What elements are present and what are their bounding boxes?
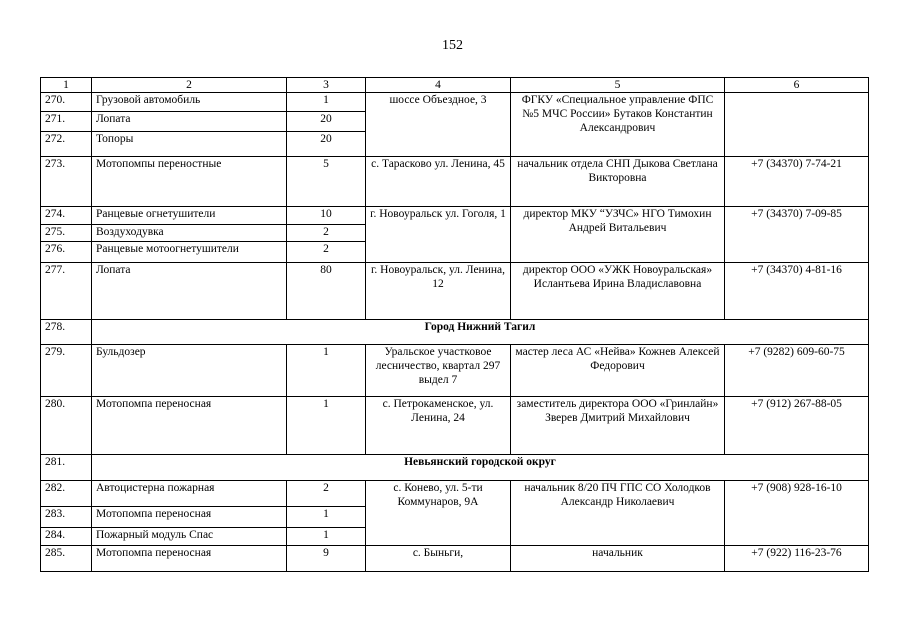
equipment-location: шоссе Объездное, 3 [366,93,511,157]
contact-phone: +7 (922) 116-23-76 [725,546,869,572]
contact-phone: +7 (9282) 609-60-75 [725,345,869,397]
equipment-quantity: 20 [287,112,366,132]
contact-phone [725,93,869,157]
contact-phone: +7 (34370) 7-74-21 [725,157,869,207]
row-number: 283. [41,507,92,528]
row-number: 276. [41,242,92,263]
table-row [41,263,869,320]
row-number: 284. [41,528,92,546]
row-number: 270. [41,93,92,112]
row-number: 271. [41,112,92,132]
equipment-name: Лопата [92,263,287,320]
column-header: 6 [725,78,869,93]
table-row [41,345,869,397]
equipment-quantity: 9 [287,546,366,572]
contact-phone: +7 (34370) 7-09-85 [725,207,869,263]
equipment-quantity: 1 [287,345,366,397]
row-number: 278. [41,320,92,345]
section-title: Невьянский городской округ [92,455,869,481]
column-header: 3 [287,78,366,93]
equipment-location: с. Конево, ул. 5-ти Коммунаров, 9А [366,481,511,546]
row-number: 274. [41,207,92,225]
equipment-name: Автоцистерна пожарная [92,481,287,507]
equipment-quantity: 5 [287,157,366,207]
equipment-name: Топоры [92,132,287,157]
row-number: 285. [41,546,92,572]
row-number: 277. [41,263,92,320]
responsible-contact: заместитель директора ООО «Гринлайн» Зверев Дмитрий Михайлович [511,397,725,455]
equipment-quantity: 1 [287,507,366,528]
equipment-name: Грузовой автомобиль [92,93,287,112]
responsible-contact: начальник [511,546,725,572]
row-number: 279. [41,345,92,397]
equipment-location: г. Новоуральск ул. Гоголя, 1 [366,207,511,263]
column-header: 5 [511,78,725,93]
section-title: Город Нижний Тагил [92,320,869,345]
table-row [41,207,869,225]
equipment-name: Мотопомпа переносная [92,507,287,528]
contact-phone: +7 (908) 928-16-10 [725,481,869,546]
row-number: 272. [41,132,92,157]
row-number: 281. [41,455,92,481]
equipment-name: Мотопомпы переностные [92,157,287,207]
equipment-location: Уральское участковое лесничество, квартал 297 выдел 7 [366,345,511,397]
section-row [41,320,869,345]
equipment-quantity: 1 [287,528,366,546]
equipment-quantity: 1 [287,397,366,455]
table-row [41,546,869,572]
equipment-quantity: 2 [287,481,366,507]
equipment-name: Мотопомпа переносная [92,397,287,455]
responsible-contact: директор МКУ “УЗЧС» НГО Тимохин Андрей Витальевич [511,207,725,263]
row-number: 280. [41,397,92,455]
responsible-contact: начальник 8/20 ПЧ ГПС СО Холодков Александр Николаевич [511,481,725,546]
equipment-name: Лопата [92,112,287,132]
equipment-quantity: 2 [287,225,366,242]
responsible-contact: директор ООО «УЖК Новоуральская» Ислантьева Ирина Владиславовна [511,263,725,320]
row-number: 282. [41,481,92,507]
equipment-location: с. Быньги, [366,546,511,572]
table-row [41,397,869,455]
table-row [41,93,869,112]
equipment-quantity: 10 [287,207,366,225]
equipment-quantity: 20 [287,132,366,157]
equipment-name: Пожарный модуль Спас [92,528,287,546]
equipment-location: с. Петрокаменское, ул. Ленина, 24 [366,397,511,455]
equipment-name: Воздуходувка [92,225,287,242]
table-header-row [41,78,869,93]
column-header: 4 [366,78,511,93]
equipment-quantity: 80 [287,263,366,320]
section-row [41,455,869,481]
column-header: 2 [92,78,287,93]
column-header: 1 [41,78,92,93]
resources-table [40,77,869,572]
responsible-contact: мастер леса АС «Нейва» Кожнев Алексей Федорович [511,345,725,397]
equipment-name: Ранцевые мотоогнетушители [92,242,287,263]
contact-phone: +7 (912) 267-88-05 [725,397,869,455]
table-row [41,481,869,507]
responsible-contact: начальник отдела СНП Дыкова Светлана Викторовна [511,157,725,207]
equipment-name: Ранцевые огнетушители [92,207,287,225]
row-number: 275. [41,225,92,242]
responsible-contact: ФГКУ «Специальное управление ФПС №5 МЧС России» Бутаков Константин Александрович [511,93,725,157]
equipment-location: с. Тарасково ул. Ленина, 45 [366,157,511,207]
contact-phone: +7 (34370) 4-81-16 [725,263,869,320]
equipment-name: Бульдозер [92,345,287,397]
row-number: 273. [41,157,92,207]
equipment-quantity: 1 [287,93,366,112]
page-number: 152 [442,38,463,53]
equipment-location: г. Новоуральск, ул. Ленина, 12 [366,263,511,320]
equipment-name: Мотопомпа переносная [92,546,287,572]
equipment-quantity: 2 [287,242,366,263]
table-row [41,157,869,207]
